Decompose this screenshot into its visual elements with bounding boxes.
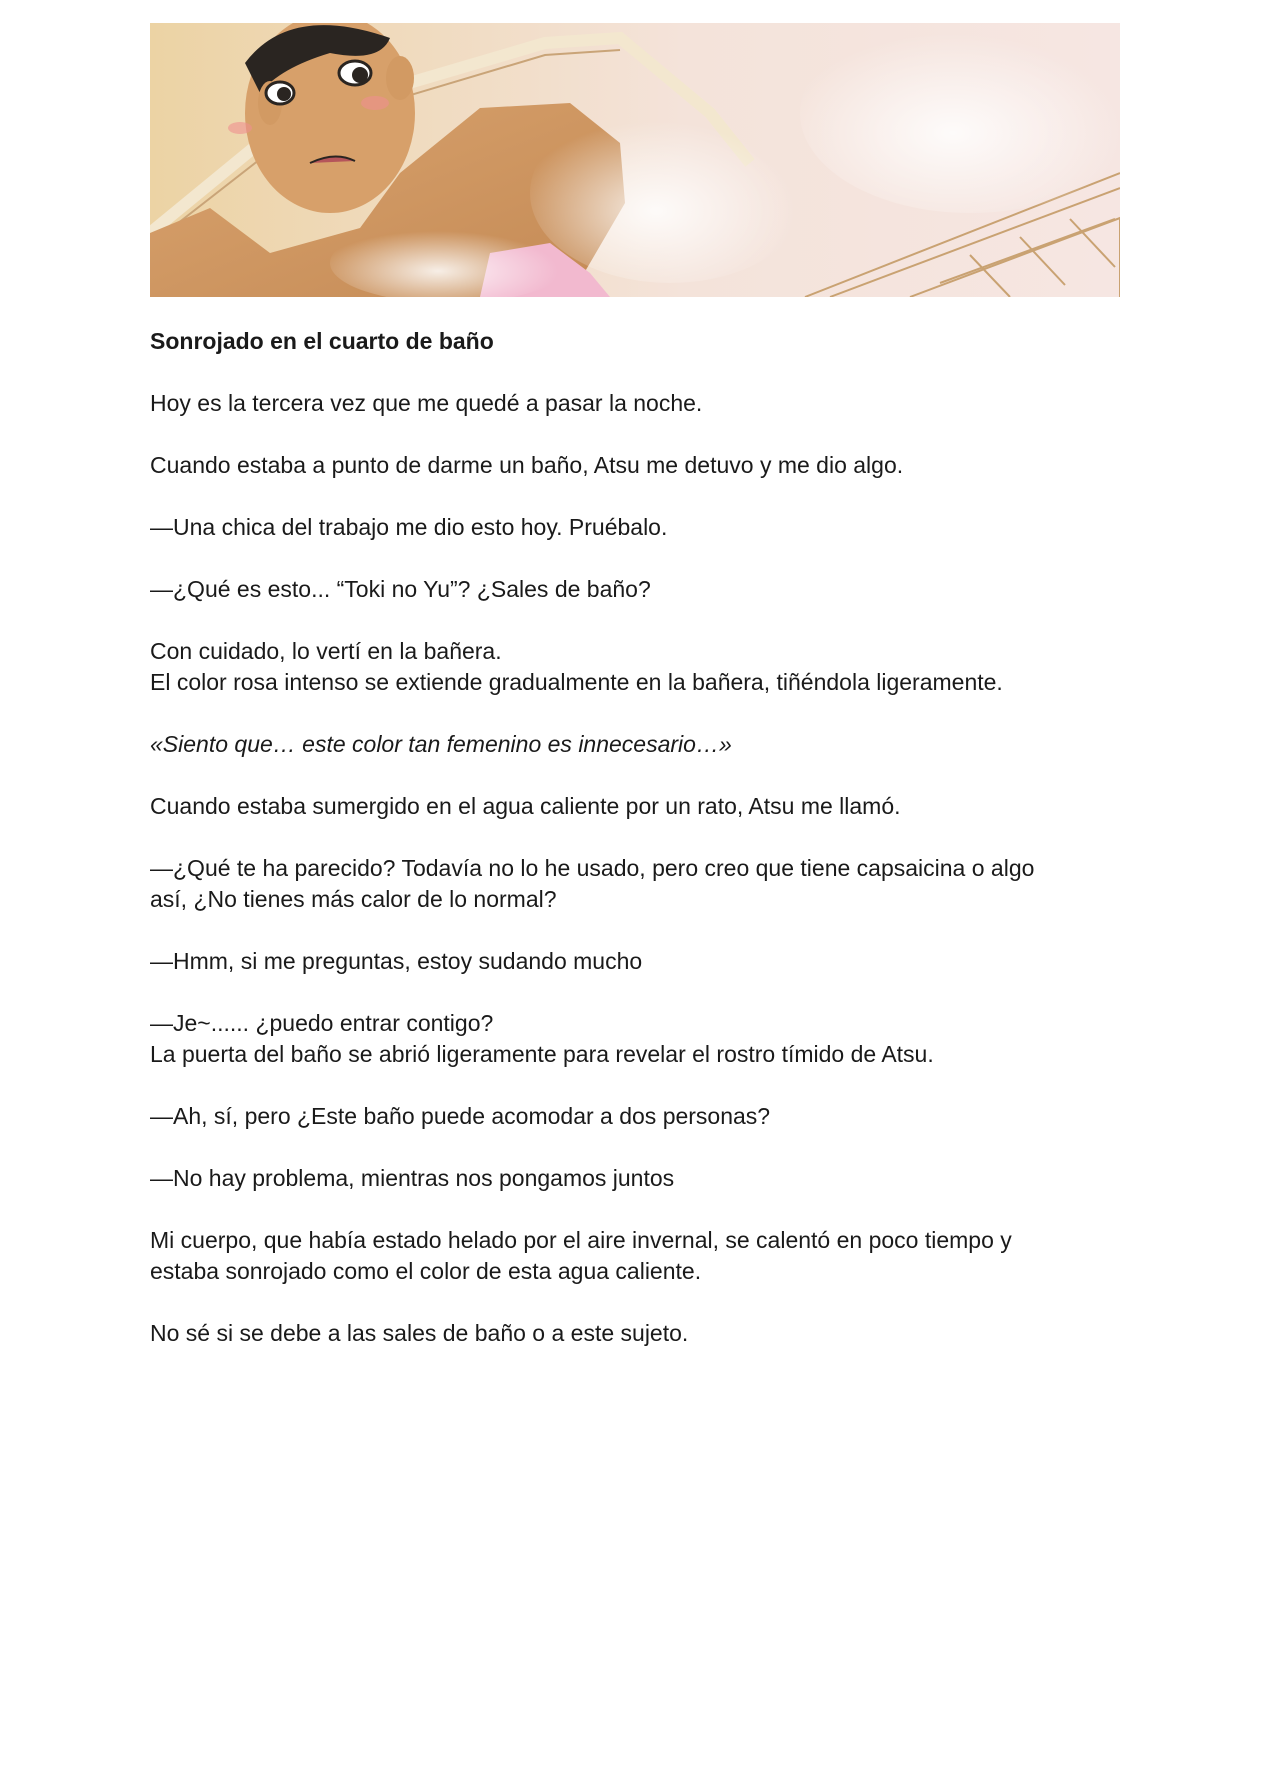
paragraph-2: Cuando estaba a punto de darme un baño, Atsu me detuvo y me dio algo. xyxy=(150,452,904,478)
paragraph-4: —¿Qué es esto... “Toki no Yu”? ¿Sales de baño? xyxy=(150,576,651,602)
paragraph-5: Con cuidado, lo vertí en la bañera. El color rosa intenso se extiende gradualmente en la bañera, tiñéndola ligeramente. xyxy=(150,638,1003,695)
paragraph-10: —Je~...... ¿puedo entrar contigo? La puerta del baño se abrió ligeramente para revelar el rostro tímido de Atsu. xyxy=(150,1010,934,1067)
story-title: Sonrojado en el cuarto de baño xyxy=(150,328,494,354)
paragraph-1: Hoy es la tercera vez que me quedé a pasar la noche. xyxy=(150,390,703,416)
paragraph-9: —Hmm, si me preguntas, estoy sudando mucho xyxy=(150,948,643,974)
paragraph-12: —No hay problema, mientras nos pongamos juntos xyxy=(150,1165,675,1191)
story-body xyxy=(150,326,1130,1349)
paragraph-3: —Una chica del trabajo me dio esto hoy. Pruébalo. xyxy=(150,514,668,540)
header-illustration xyxy=(150,23,1120,297)
paragraph-7: Cuando estaba sumergido en el agua caliente por un rato, Atsu me llamó. xyxy=(150,793,901,819)
paragraph-11: —Ah, sí, pero ¿Este baño puede acomodar a dos personas? xyxy=(150,1103,771,1129)
paragraph-13: Mi cuerpo, que había estado helado por el aire invernal, se calentó en poco tiempo y estaba sonrojado como el color de esta agua caliente. xyxy=(150,1227,1012,1284)
paragraph-8: —¿Qué te ha parecido? Todavía no lo he usado, pero creo que tiene capsaicina o algo así, ¿No tienes más calor de lo normal? xyxy=(150,855,1035,912)
bath-scene-illustration-icon xyxy=(150,23,1120,297)
paragraph-14: No sé si se debe a las sales de baño o a este sujeto. xyxy=(150,1320,689,1346)
paragraph-6: «Siento que… este color tan femenino es innecesario…» xyxy=(150,731,732,757)
